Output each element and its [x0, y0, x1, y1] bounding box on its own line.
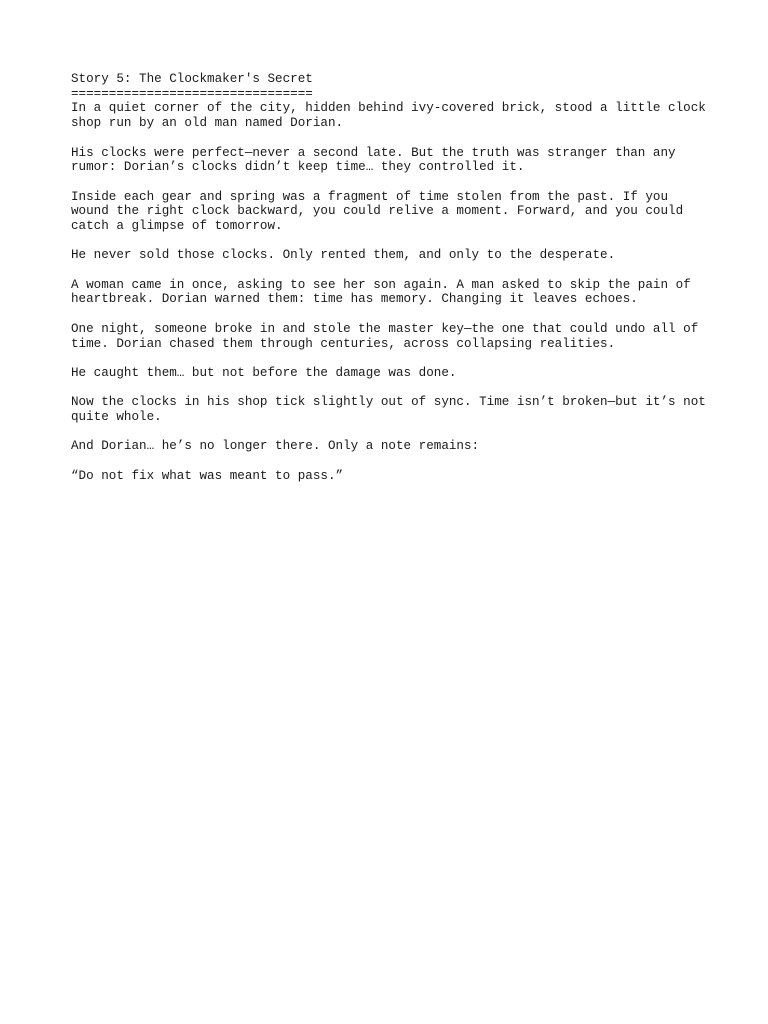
paragraph: He caught them… but not before the damage was done. — [71, 365, 457, 380]
paragraph: A woman came in once, asking to see her son again. A man asked to skip the pain of heartbreak. Dorian warned them: time has memory. Changing it leaves echoes. — [71, 277, 691, 307]
paragraph: He never sold those clocks. Only rented them, and only to the desperate. — [71, 248, 616, 263]
title-underline: ================================ — [71, 86, 313, 101]
paragraph: One night, someone broke in and stole the master key—the one that could undo all of time. Dorian chased them through centuries, across collapsing realities. — [71, 321, 699, 351]
document-page — [71, 72, 711, 498]
paragraph: Now the clocks in his shop tick slightly out of sync. Time isn’t broken—but it’s not quite whole. — [71, 395, 706, 425]
paragraph: His clocks were perfect—never a second late. But the truth was stranger than any rumor: Dorian’s clocks didn’t keep time… they controlled it. — [71, 145, 676, 175]
paragraph: In a quiet corner of the city, hidden behind ivy-covered brick, stood a little clock shop run by an old man named Dorian. — [71, 101, 706, 131]
paragraph: Inside each gear and spring was a fragment of time stolen from the past. If you wound the right clock backward, you could relive a moment. Forward, and you could catch a glimpse of tomorrow. — [71, 189, 684, 233]
paragraph: And Dorian… he’s no longer there. Only a note remains: — [71, 439, 480, 454]
story-title: Story 5: The Clockmaker's Secret — [71, 72, 313, 86]
closing-note: “Do not fix what was meant to pass.” — [71, 468, 344, 483]
